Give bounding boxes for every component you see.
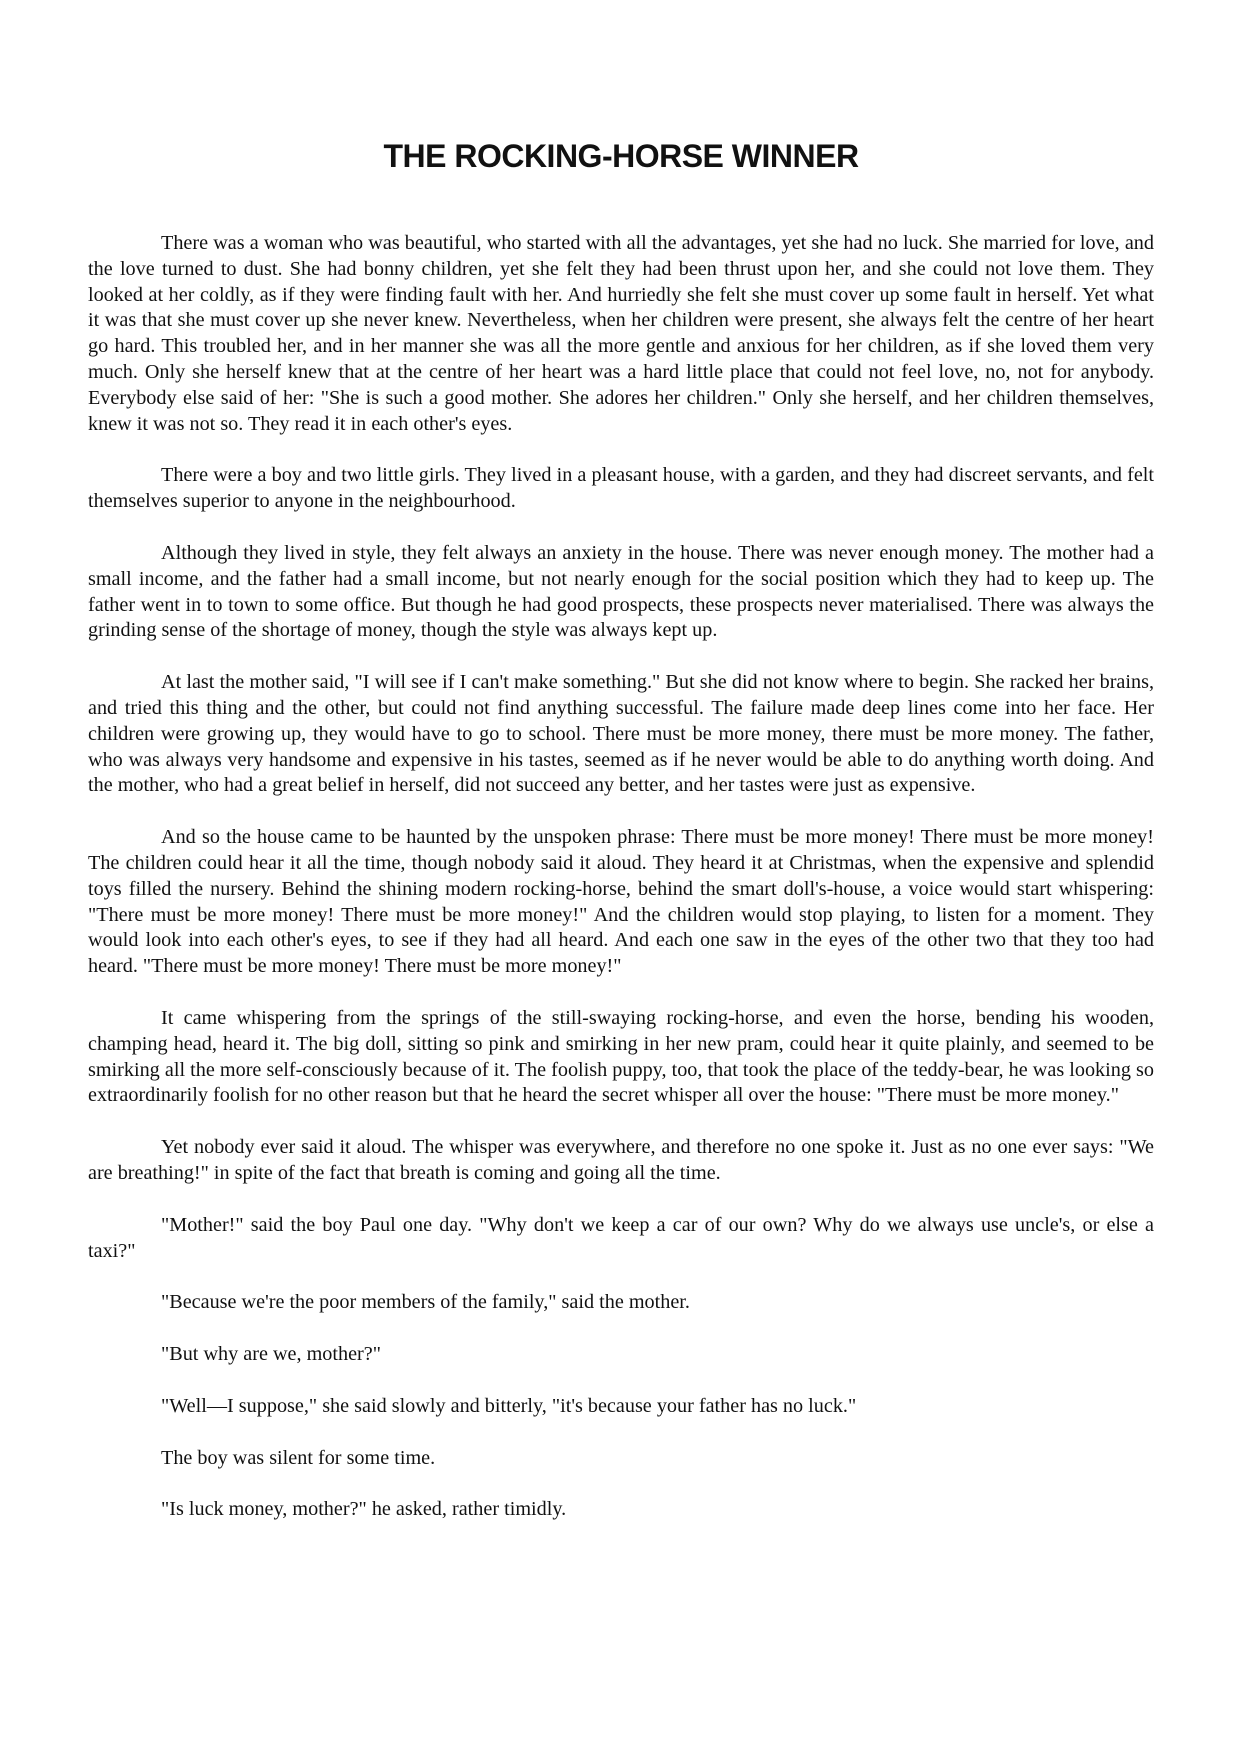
paragraph: "But why are we, mother?" <box>161 1343 381 1366</box>
paragraph: It came whispering from the springs of the still-swaying rocking-horse, and even the horse, bending his wooden, champing head, heard it. The big doll, sitting so pink and smirking in her new pram, could hear it quite plainly, and seemed to be smirking all the more self-consciously because of it. The foolish puppy, too, that took the place of the teddy-bear, he was looking so extraordinarily foolish for no other reason but that he heard the secret whisper all over the house: "There must be more money." <box>88 1006 1154 1107</box>
paragraph: "Is luck money, mother?" he asked, rather timidly. <box>161 1498 567 1521</box>
paragraph: Although they lived in style, they felt always an anxiety in the house. There was never enough money. The mother had a small income, and the father had a small income, but not nearly enough for the social position which they had to keep up. The father went in to town to some office. But though he had good prospects, these prospects never materialised. There was always the grinding sense of the shortage of money, though the style was always kept up. <box>88 541 1154 642</box>
paragraph: "Mother!" said the boy Paul one day. "Why don't we keep a car of our own? Why do we always use uncle's, or else a taxi?" <box>88 1213 1154 1262</box>
paragraph: There was a woman who was beautiful, who started with all the advantages, yet she had no luck. She married for love, and the love turned to dust. She had bonny children, yet she felt they had been thrust upon her, and she could not love them. They looked at her coldly, as if they were finding fault with her. And hurriedly she felt she must cover up some fault in herself. Yet what it was that she must cover up she never knew. Nevertheless, when her children were present, she always felt the centre of her heart go hard. This troubled her, and in her manner she was all the more gentle and anxious for her children, as if she loved them very much. Only she herself knew that at the centre of her heart was a hard little place that could not feel love, no, not for anybody. Everybody else said of her: "She is such a good mother. She adores her children." Only she herself, and her children themselves, knew it was not so. They read it in each other's eyes. <box>88 232 1154 435</box>
paragraph: "Well—I suppose," she said slowly and bitterly, "it's because your father has no luck." <box>161 1394 857 1417</box>
page-title: THE ROCKING-HORSE WINNER <box>383 138 859 174</box>
paragraph: "Because we're the poor members of the family," said the mother. <box>161 1291 690 1314</box>
story-body <box>88 231 1154 1523</box>
paragraph: And so the house came to be haunted by the unspoken phrase: There must be more money! There must be more money! The children could hear it all the time, though nobody said it aloud. They heard it at Christmas, when the expensive and splendid toys filled the nursery. Behind the shining modern rocking-horse, behind the smart doll's-house, a voice would start whispering: "There must be more money! There must be more money!" And the children would stop playing, to listen for a moment. They would look into each other's eyes, to see if they had all heard. And each one saw in the eyes of the other two that they too had heard. "There must be more money! There must be more money!" <box>88 826 1154 978</box>
paragraph: The boy was silent for some time. <box>161 1446 436 1469</box>
paragraph: Yet nobody ever said it aloud. The whisper was everywhere, and therefore no one spoke it. Just as no one ever says: "We are breathing!" in spite of the fact that breath is coming and going all the time. <box>88 1136 1154 1184</box>
paragraph: There were a boy and two little girls. They lived in a pleasant house, with a garden, and they had discreet servants, and felt themselves superior to anyone in the neighbourhood. <box>88 464 1154 513</box>
paragraph: At last the mother said, "I will see if I can't make something." But she did not know where to begin. She racked her brains, and tried this thing and the other, but could not find anything successful. The failure made deep lines come into her face. Her children were growing up, they would have to go to school. There must be more money, there must be more money. The father, who was always very handsome and expensive in his tastes, seemed as if he never would be able to do anything worth doing. And the mother, who had a great belief in herself, did not succeed any better, and her tastes were just as expensive. <box>88 671 1154 797</box>
